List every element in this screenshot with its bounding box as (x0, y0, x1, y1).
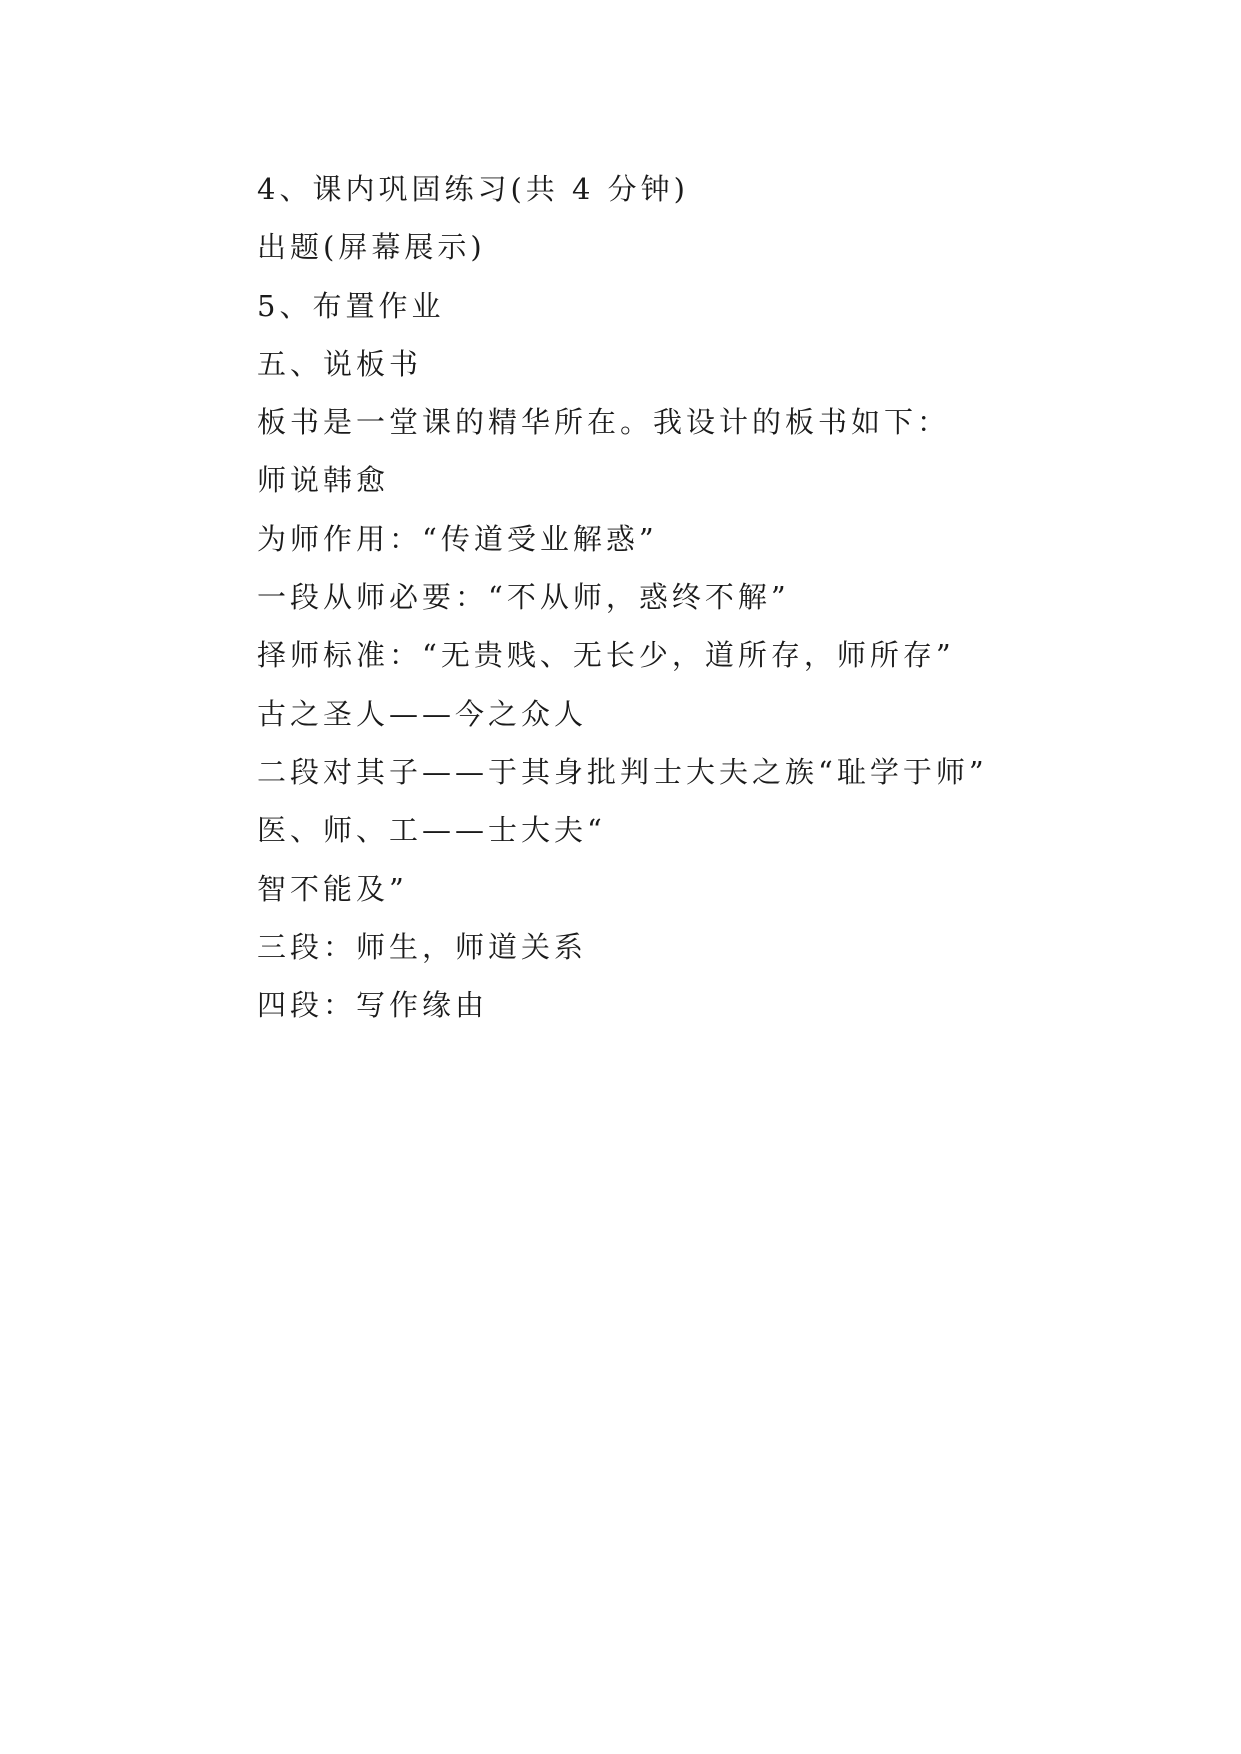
section-heading-homework: 5、布置作业 (257, 288, 445, 323)
board-line-paragraph-one: 一段从师必要：“不从师，惑终不解” (257, 580, 790, 615)
board-line-craftsmen: 医、师、工——士大夫“ (257, 813, 606, 848)
document-body (257, 160, 1157, 1034)
section-heading-board-writing: 五、说板书 (257, 346, 423, 381)
text-line-exercise: 出题(屏幕展示) (257, 230, 486, 265)
board-line-sages: 古之圣人——今之众人 (257, 696, 588, 731)
board-line-paragraph-two: 二段对其子——于其身批判士大夫之族“耻学于师” (257, 754, 988, 789)
board-line-wisdom: 智不能及” (257, 871, 408, 906)
board-line-paragraph-three: 三段：师生，师道关系 (257, 929, 588, 964)
board-line-paragraph-four: 四段：写作缘由 (257, 988, 489, 1023)
text-line-board-intro: 板书是一堂课的精华所在。我设计的板书如下： (257, 405, 951, 440)
board-line-teacher-standard: 择师标准：“无贵贱、无长少，道所存，师所存” (257, 638, 955, 673)
board-line-teacher-role: 为师作用：“传道受业解惑” (257, 521, 658, 556)
section-heading-consolidation-practice: 4、课内巩固练习(共 4 分钟) (257, 172, 689, 206)
board-title: 师说韩愈 (257, 463, 390, 498)
